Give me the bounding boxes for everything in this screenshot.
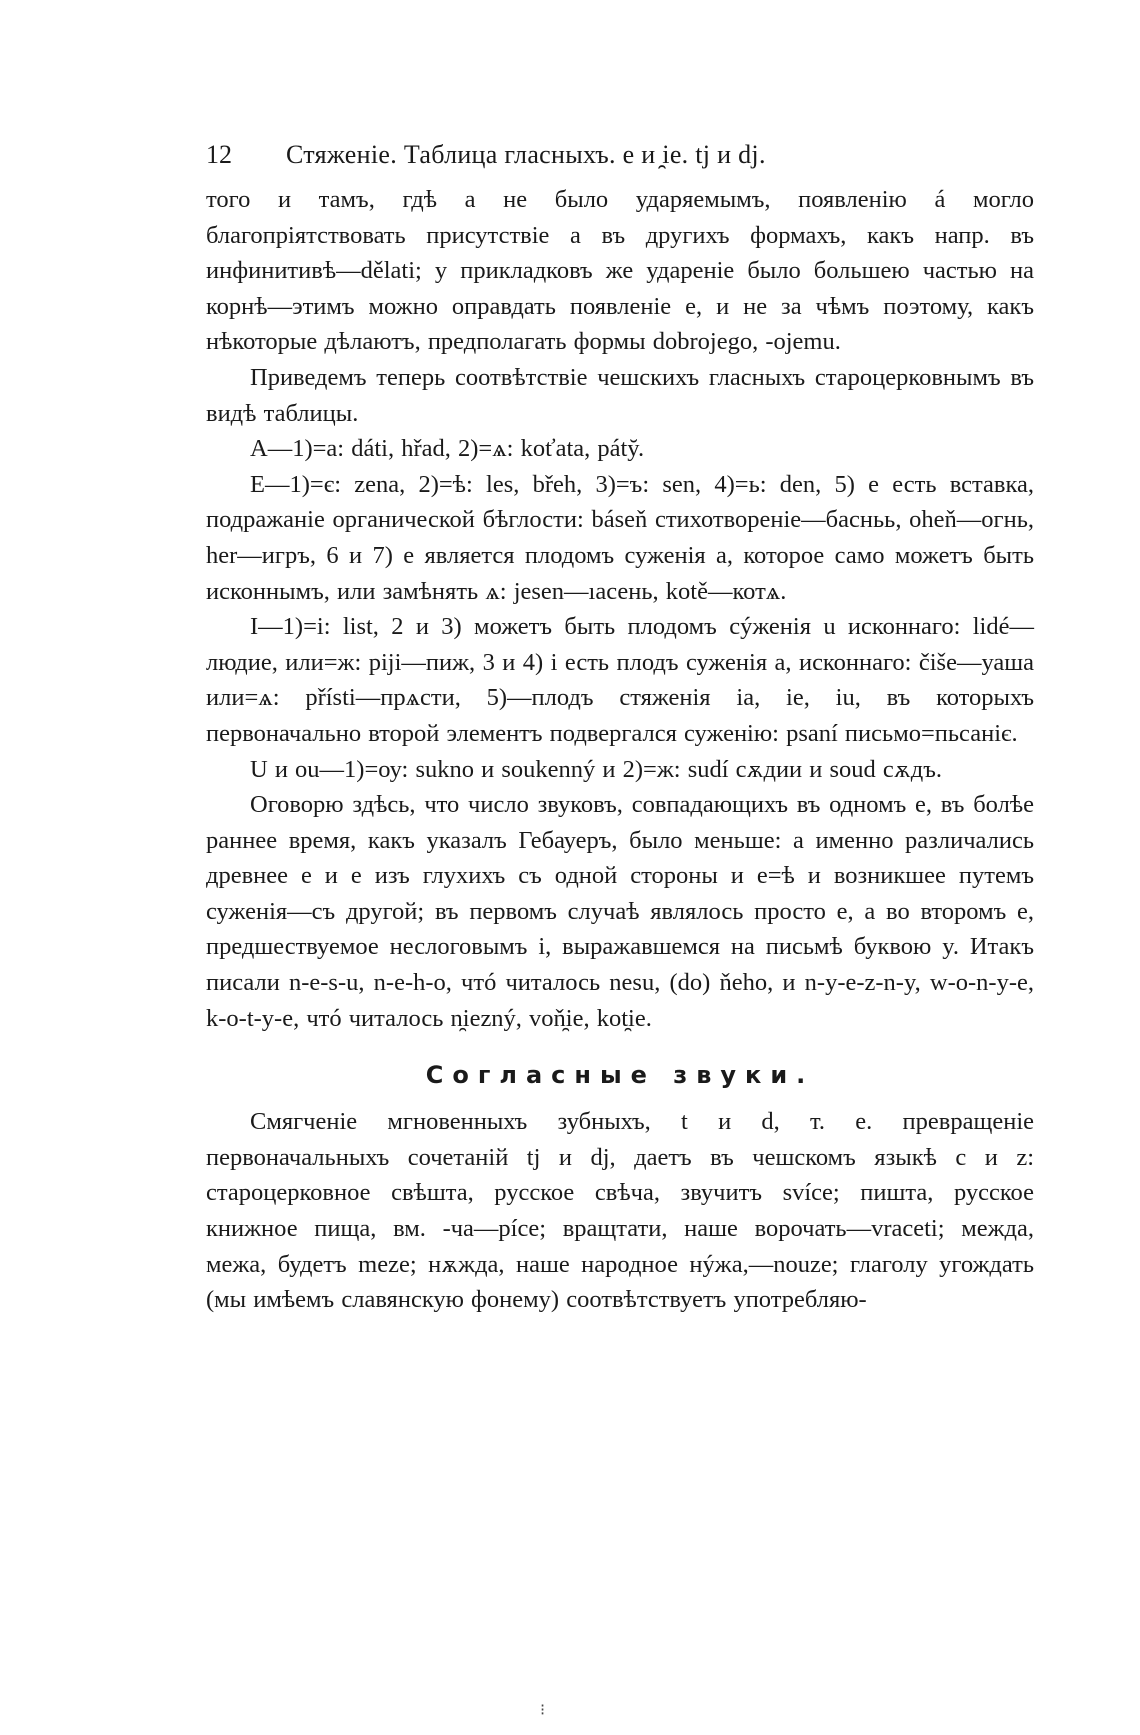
paragraph-continuation: того и тамъ, гдѣ a не было ударяемымъ, появленію á могло благопріятствовать присутствіе a въ другихъ формахъ, какъ напр. въ инфинитивѣ—dělati; у прикладковъ же удареніе было большею частью на корнѣ—этимъ можно оправдать появленіе e, и не за чѣмъ поэтому, какъ нѣкоторые дѣлаютъ, предполагать формы dobrojego, -ojemu. — [206, 186, 1034, 356]
running-head — [206, 138, 1034, 172]
paragraph-gebauer-note: Оговорю здѣсь, что число звуковъ, совпадающихъ въ одномъ e, въ болѣе раннее время, какъ указалъ Гебауеръ, было меньше: а именно различались древнее e и e изъ глухихъ съ одной стороны и e=ѣ и возникшее путемъ суженія—съ другой; въ первомъ случаѣ являлось просто e, а во второмъ e, предшествуемое неслоговымъ i, выражавшемся на письмѣ буквою y. Итакъ писали n-e-s-u, n-e-h-o, чтó читалось nesu, (do) ňeho, и n-y-e-z-n-y, w-o-n-y-e, k-o-t-y-e, чтó читалось n̯iezný, voň̯ie, kot̯ie. — [206, 791, 1034, 1032]
section-heading: Согласные звуки. — [425, 1061, 815, 1090]
vowel-entry-i: I—1)=i: list, 2 и 3) можетъ быть плодомъ сýженія u исконнаго: lidé—людие, или=ж: piji—пиж, 3 и 4) i есть плодъ суженія a, исконнаго: čiše—уаша или=ѧ: přísti—прѧсти, 5)—плодъ стяженія ia, ie, iu, въ которыхъ первоначально второй элементъ подвергался суженію: psaní письмо=пьсаніє. — [206, 613, 1034, 747]
page-number: 12 — [206, 140, 232, 169]
vowel-entry-e: E—1)=є: zena, 2)=ѣ: les, břeh, 3)=ъ: sen, 4)=ь: den, 5) e есть вставка, подражаніе органической бѣглости: báseň стихотвореніе—басньь, oheň—огнь, her—игръ, 6 и 7) e является плодомъ суженія a, которое само можетъ быть исконнымъ, или замѣнять ѧ: jesen—ıасень, kotě—котѧ. — [206, 470, 1034, 605]
paragraph-consonant-softening: Смягченіе мгновенныхъ зубныхъ, t и d, т. е. превращеніе первоначальныхъ сочетаній tj и dj, даетъ въ чешскомъ языкѣ c и z: староцерковное свѣшта, русское свѣча, звучитъ svíce; пишта, русское книжное пища, вм. -ча—píce; вращтати, наше ворочать—vraceti; межда, межа, будетъ meze; нѫжда, наше народное нýжа,—nouze; глаголу угождать (мы имѣемъ славянскую фонему) соотвѣтствуетъ употребляю- — [206, 1108, 1034, 1314]
book-page — [206, 138, 1034, 1318]
running-title: Стяженіе. Таблица гласныхъ. е и ̯ie. tj и dj. — [286, 140, 766, 169]
scan-mark: ⁝ — [540, 1702, 546, 1719]
vowel-entry-a: A—1)=а: dáti, hřad, 2)=ѧ: koťata, páty̆. — [250, 435, 645, 463]
paragraph-table-intro: Приведемъ теперь соотвѣтствіе чешскихъ гласныхъ староцерковнымъ въ видѣ таблицы. — [206, 363, 1034, 427]
vowel-entry-u: U и ou—1)=оу: sukno и soukenný и 2)=ж: sudí сѫдии и soud сѫдъ. — [250, 755, 942, 783]
